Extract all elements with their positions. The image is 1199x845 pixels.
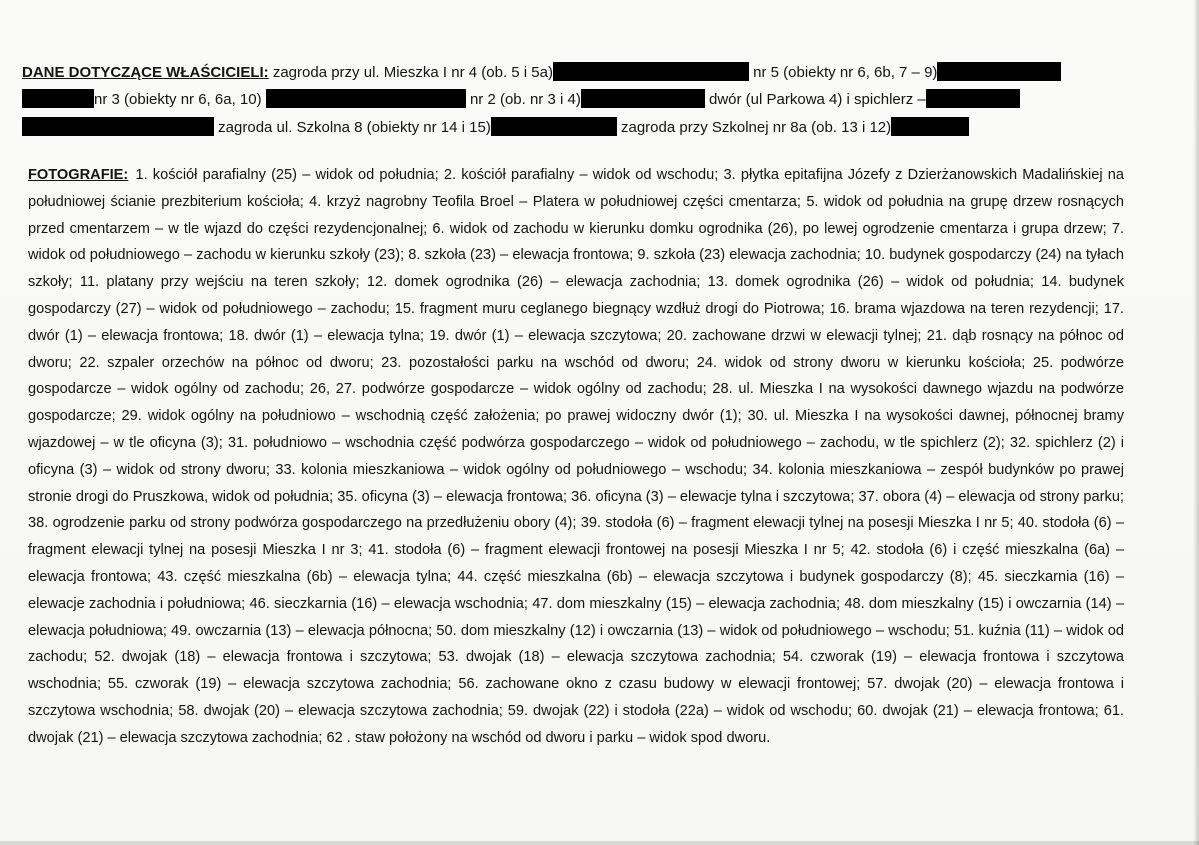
owners-text-1a: zagroda przy ul. Mieszka I nr 4 (ob. 5 i 5a) xyxy=(272,64,553,81)
owners-label: DANE DOTYCZĄCE WŁAŚCICIELI: xyxy=(22,64,269,81)
paper-bottom-edge xyxy=(0,841,1199,845)
redaction-block xyxy=(891,117,969,136)
photos-paragraph xyxy=(28,162,1124,752)
owners-text-2c: dwór (ul Parkowa 4) i spichlerz – xyxy=(709,91,926,108)
owners-text-1b: nr 5 (obiekty nr 6, 6b, 7 – 9) xyxy=(753,64,938,81)
redaction-block xyxy=(581,89,705,108)
owners-line-3 xyxy=(22,117,969,138)
redaction-block xyxy=(937,62,1061,81)
photos-label: FOTOGRAFIE: xyxy=(28,167,129,183)
redaction-block xyxy=(553,62,749,81)
owners-text-3a: zagroda ul. Szkolna 8 (obiekty nr 14 i 15) xyxy=(218,119,491,136)
photos-text: 1. kościół parafialny (25) – widok od południa; 2. kościół parafialny – widok od wschodu; 3. płytka epitafijna Józefy z Dzierżanowskich Madalińskiej na południowej ścianie prezbiterium kościoła; 4. krzyż nagrobny Teofila Broel – Platera w południowej części cmentarza; 5. widok od południa na grupę drzew rosnących przed cmentarzem – w tle wjazd do części rezydencjonalnej; 6. widok od zachodu w kierunku domku ogrodnika (26), po lewej ogrodzenie cmentarza i grupa drzew; 7. widok od południowego – zachodu w kierunku szkoły (23); 8. szkoła (23) – elewacja frontowa; 9. szkoła (23) elewacja zachodnia; 10. budynek gospodarczy (24) na tyłach szkoły; 11. platany przy wejściu na teren szkoły; 12. domek ogrodnika (26) – elewacja zachodnia; 13. domek ogrodnika (26) – widok od południa; 14. budynek gospodarczy (27) – widok od południowego – zachodu; 15. fragment muru ceglanego biegnący wzdłuż drogi do Piotrowa; 16. brama wjazdowa na teren rezydencji; 17. dwór (1) – elewacja frontowa; 18. dwór (1) – elewacja tylna; 19. dwór (1) – elewacja szczytowa; 20. zachowane drzwi w elewacji tylnej; 21. dąb rosnący na północ od dworu; 22. szpaler orzechów na północ od dworu; 23. pozostałości parku na wschód od dworu; 24. widok od strony dworu w kierunku kościoła; 25. podwórze gospodarcze – widok ogólny od zachodu; 26, 27. podwórze gospodarcze – widok ogólny od zachodu; 28. ul. Mieszka I na wysokości dawnego wjazdu na podwórze gospodarcze; 29. widok ogólny na południowo – wschodnią część założenia; po prawej widoczny dwór (1); 30. ul. Mieszka I na wysokości dawnej, północnej bramy wjazdowej – w tle oficyna (3); 31. południowo – wschodnia część podwórza gospodarczego – widok od południowego – zachodu, w tle spichlerz (2); 32. spichlerz (2) i oficyna (3) – widok od strony dworu; 33. kolonia mieszkaniowa – widok ogólny od południowego – wschodu; 34. kolonia mieszkaniowa – zespół budynków po prawej stronie drogi do Pruszkowa, widok od południa; 35. oficyna (3) – elewacja frontowa; 36. oficyna (3) – elewacje tylna i szczytowa; 37. obora (4) – elewacja od strony parku; 38. ogrodzenie parku od strony podwórza gospodarczego na przedłużeniu obory (4); 39. stodoła (6) – fragment elewacji tylnej na posesji Mieszka I nr 5; 40. stodoła (6) – fragment elewacji tylnej na posesji Mieszka I nr 3; 41. stodoła (6) – fragment elewacji frontowej na posesji Mieszka I nr 5; 42. stodoła (6) i część mieszkalna (6a) – elewacja frontowa; 43. część mieszkalna (6b) – elewacja tylna; 44. część mieszkalna (6b) – elewacja szczytowa i budynek gospodarczy (8); 45. sieczkarnia (16) – elewacje zachodnia i południowa; 46. sieczkarnia (16) – elewacja wschodnia; 47. dom mieszkalny (15) – elewacja zachodnia; 48. dom mieszkalny (15) i owczarnia (14) – elewacja południowa; 49. owczarnia (13) – elewacja północna; 50. dom mieszkalny (12) i owczarnia (13) – widok od południowego – wschodu; 51. kuźnia (11) – widok od zachodu; 52. dwojak (18) – elewacja frontowa i szczytowa; 53. dwojak (18) – elewacja szczytowa zachodnia; 54. czworak (19) – elewacja frontowa i szczytowa wschodnia; 55. czworak (19) – elewacja szczytowa zachodnia; 56. zachowane okno z czasu budowy w elewacji frontowej; 57. dwojak (20) – elewacja frontowa i szczytowa wschodnia; 58. dwojak (20) – elewacja szczytowa zachodnia; 59. dwojak (22) i stodoła (22a) – widok od wschodu; 60. dwojak (21) – elewacja frontowa; 61. dwojak (21) – elewacja szczytowa zachodnia; 62 . staw położony na wschód od dworu i parku – widok spod dworu. xyxy=(28,167,1124,746)
redaction-block xyxy=(491,117,617,136)
owners-line-1 xyxy=(22,62,1061,83)
owners-text-2b: nr 2 (ob. nr 3 i 4) xyxy=(469,91,581,108)
redaction-block xyxy=(926,89,1020,108)
owners-text-3b: zagroda przy Szkolnej nr 8a (ob. 13 i 12) xyxy=(621,119,892,136)
redaction-block xyxy=(22,89,94,108)
paper-edge-shadow xyxy=(1193,0,1199,845)
owners-line-2 xyxy=(22,89,1020,110)
redaction-block xyxy=(22,117,214,136)
redaction-block xyxy=(266,89,466,108)
owners-text-2a: nr 3 (obiekty nr 6, 6a, 10) xyxy=(94,91,262,108)
